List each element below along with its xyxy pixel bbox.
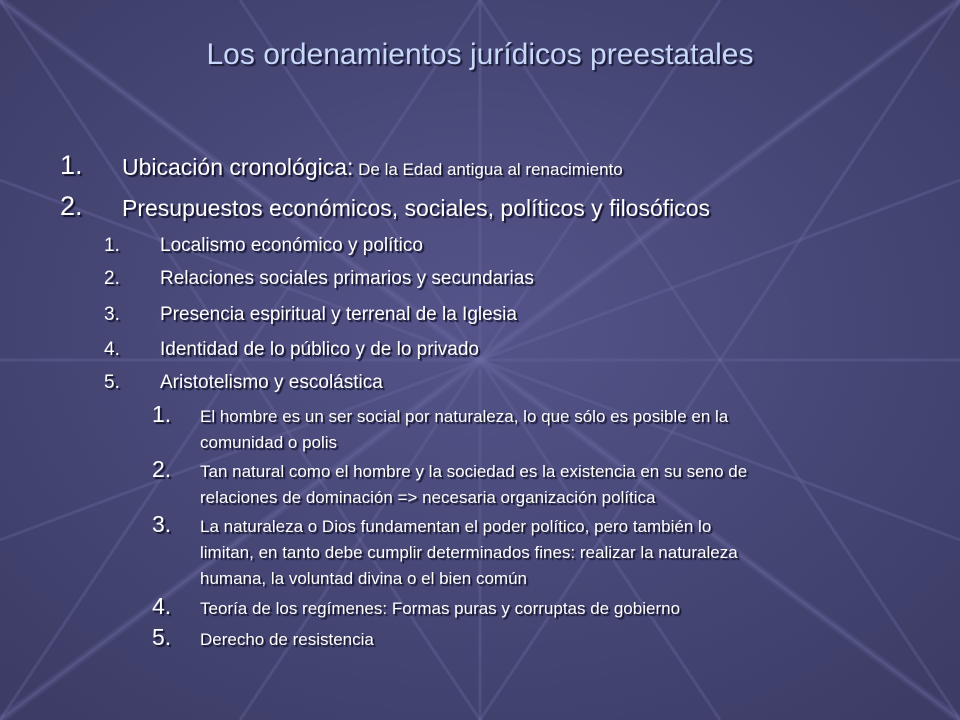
point-line: relaciones de dominación => necesaria organización política [200,488,656,507]
point-text [200,459,912,511]
subitem-number: 3. [104,304,120,325]
point-line: La naturaleza o Dios fundamentan el poder político, pero también lo [200,517,712,536]
point-item [152,456,912,511]
subitem-number: 5. [104,372,120,393]
point-line: comunidad o polis [200,433,338,452]
point-line: humana, la voluntad divina o el bien común [200,569,527,588]
section-text [122,154,623,181]
point-item [152,593,912,622]
section-detail: De la Edad antigua al renacimiento [353,160,623,179]
point-line: Tan natural como el hombre y la sociedad es la existencia en su seno de [200,462,748,481]
subitem-text: Relaciones sociales primarios y secundarias [160,268,534,289]
section-heading: Presupuestos económicos, sociales, políticos y filosóficos [122,195,711,221]
subitem [104,235,904,261]
subitem-text: Identidad de lo público y de lo privado [160,339,480,360]
subitem [104,372,904,398]
subitem [104,304,904,330]
point-text [200,404,912,456]
subitem-text: Localismo económico y político [160,235,423,256]
point-line: El hombre es un ser social por naturaleza, lo que sólo es posible en la [200,407,729,426]
point-number: 1. [152,401,172,427]
point-text [200,514,912,592]
point-text [200,627,912,653]
section-item [60,150,920,186]
point-line: limitan, en tanto debe cumplir determinados fines: realizar la naturaleza [200,543,738,562]
point-item [152,624,912,653]
point-number: 5. [152,624,172,650]
subitem-number: 2. [104,268,120,289]
section-number: 1. [60,150,83,180]
subitem-number: 1. [104,235,120,256]
section-heading: Ubicación cronológica: [122,154,354,180]
point-number: 4. [152,593,172,619]
subitem [104,268,904,294]
point-item [152,401,912,456]
point-line: Derecho de resistencia [200,630,374,649]
point-item [152,511,912,592]
subitem-number: 4. [104,339,120,360]
point-number: 2. [152,456,172,482]
section-number: 2. [60,191,83,221]
subitem [104,339,904,365]
slide-title: Los ordenamientos jurídicos preestatales [206,38,754,71]
subitem-text: Aristotelismo y escolástica [160,372,383,393]
subitem-text: Presencia espiritual y terrenal de la Iglesia [160,304,517,325]
point-line: Teoría de los regímenes: Formas puras y corruptas de gobierno [200,599,681,618]
section-item [60,191,920,227]
point-number: 3. [152,511,172,537]
point-text [200,596,912,622]
